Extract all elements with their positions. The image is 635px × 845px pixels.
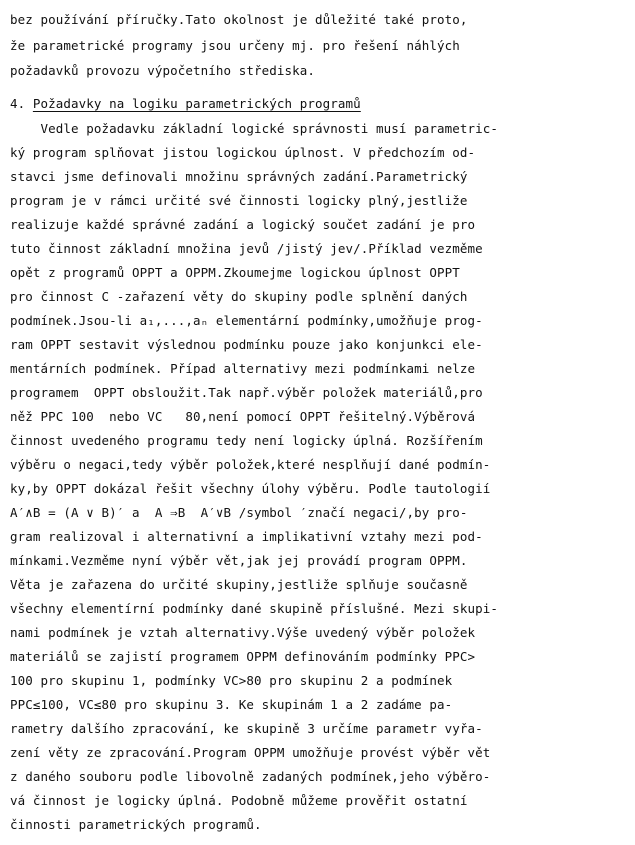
text-line: program je v rámci určité své činnosti logicky plný,jestliže [10, 193, 468, 208]
text-line: všechny elementírní podmínky dané skupině příslušné. Mezi skupi- [10, 601, 499, 616]
text-line: programem OPPT obsloužit.Tak např.výběr položek materiálů,pro [10, 385, 483, 400]
text-line: činnost uvedeného programu tedy není logicky úplná. Rozšířením [10, 433, 483, 448]
text-line: Věta je zařazena do určité skupiny,jestliže splňuje současně [10, 577, 468, 592]
text-line: mínkami.Vezměme nyní výběr vět,jak jej provádí program OPPM. [10, 553, 468, 568]
text-line: výběru o negaci,tedy výběr položek,které nesplňují dané podmín- [10, 457, 491, 472]
text-line: stavci jsme definovali množinu správných zadání.Parametrický [10, 169, 468, 184]
text-line: ram OPPT sestavit výslednou podmínku pouze jako konjunkci ele- [10, 337, 483, 352]
text-line: pro činnost C -zařazení věty do skupiny podle splnění daných [10, 289, 468, 304]
text-line: nami podmínek je vztah alternativy.Výše uvedený výběr položek [10, 625, 476, 640]
text-line: realizuje každé správné zadání a logický součet zadání je pro [10, 217, 476, 232]
text-line: tuto činnost základní množina jevů /jistý jev/.Příklad vezměme [10, 241, 483, 256]
text-line: opět z programů OPPT a OPPM.Zkoumejme logickou úplnost OPPT [10, 265, 460, 280]
text-line: 100 pro skupinu 1, podmínky VC>80 pro skupinu 2 a podmínek [10, 673, 453, 688]
text-line: rametry dalšího zpracování, ke skupině 3 určíme parametr vyřa- [10, 721, 483, 736]
text-line: zení věty ze zpracování.Program OPPM umožňuje provést výběr vět [10, 745, 491, 760]
text-line: z daného souboru podle libovolně zadaných podmínek,jeho výběro- [10, 769, 491, 784]
text-line: mentárních podmínek. Případ alternativy mezi podmínkami nelze [10, 361, 476, 376]
text-line: že parametrické programy jsou určeny mj. pro řešení náhlých [10, 38, 460, 53]
text-line: A′∧B = (A ∨ B)′ a A ⇒B A′∨B /symbol ′značí negaci/,by pro- [10, 505, 468, 520]
text-line: činnosti parametrických programů. [10, 817, 262, 832]
text-line: gram realizoval i alternativní a implikativní vztahy mezi pod- [10, 529, 483, 544]
text-line: PPC≤100, VC≤80 pro skupinu 3. Ke skupinám 1 a 2 zadáme pa- [10, 697, 453, 712]
section-number: 4. [10, 96, 33, 111]
text-line: materiálů se zajistí programem OPPM definováním podmínky PPC> [10, 649, 476, 664]
text-line: bez používání příručky.Tato okolnost je důležité také proto, [10, 12, 468, 27]
text-line: ký program splňovat jistou logickou úplnost. V předchozím od- [10, 145, 476, 160]
text-line: podmínek.Jsou-li a₁,...,aₙ elementární podmínky,umožňuje prog- [10, 313, 483, 328]
section-heading [10, 96, 361, 112]
section-title: Požadavky na logiku parametrických programů [32, 96, 361, 111]
text-line: ky,by OPPT dokázal řešit všechny úlohy výběru. Podle tautologií [10, 481, 491, 496]
text-line: něž PPC 100 nebo VC 80,není pomocí OPPT řešitelný.Výběrová [10, 409, 476, 424]
text-line: vá činnost je logicky úplná. Podobně můžeme prověřit ostatní [10, 793, 468, 808]
text-line: požadavků provozu výpočetního střediska. [10, 63, 316, 78]
text-line: Vedle požadavku základní logické správnosti musí parametric- [10, 121, 499, 136]
